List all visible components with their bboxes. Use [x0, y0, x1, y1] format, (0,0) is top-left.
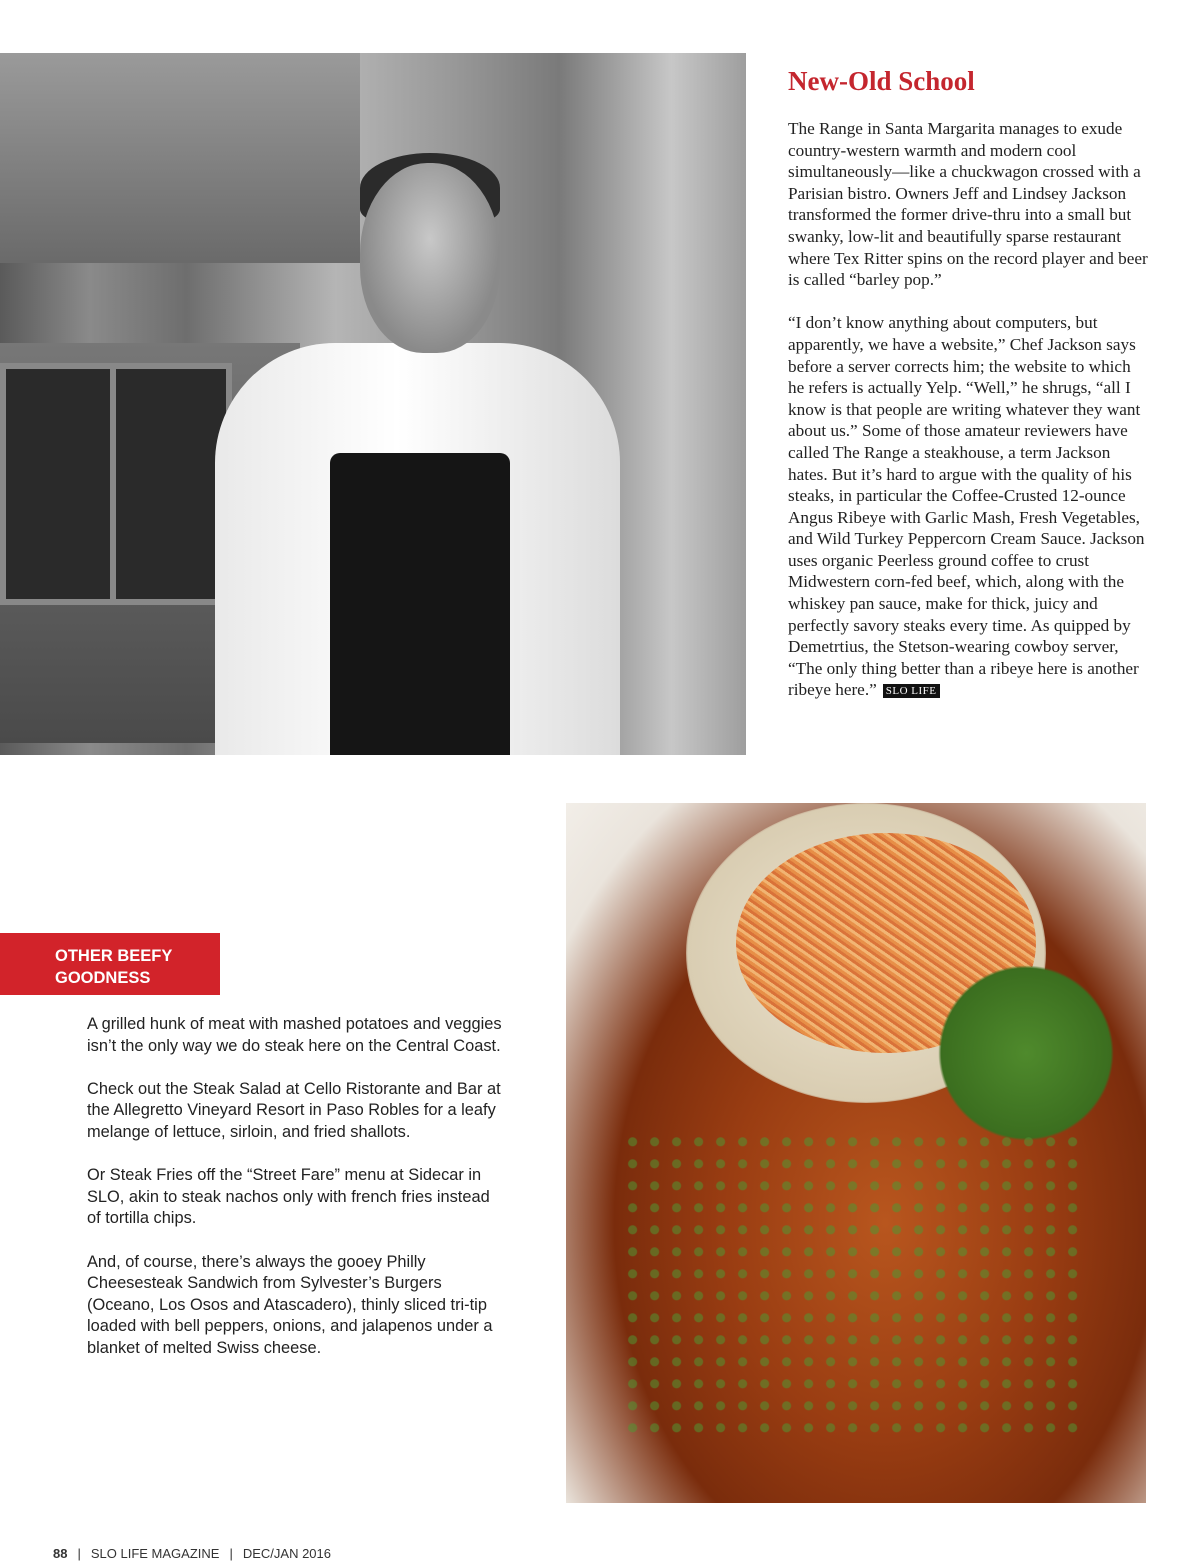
steak-dish-photo	[566, 803, 1146, 1503]
footer-separator: |	[229, 1546, 233, 1561]
sidebar-heading-line: OTHER BEEFY	[55, 947, 173, 965]
footer-separator: |	[77, 1546, 81, 1561]
sidebar-body	[87, 1014, 507, 1381]
sidebar-heading	[0, 933, 220, 995]
sidebar-paragraph: And, of course, there’s always the gooey Philly Cheesesteak Sandwich from Sylvester’s Burgers (Oceano, Los Osos and Atascadero), thinly sliced tri-tip loaded with bell peppers, onions, and jalapenos under a blanket of melted Swiss cheese.	[87, 1252, 493, 1357]
article-paragraph: The Range in Santa Margarita manages to exude country-western warmth and modern cool simultaneously—like a chuckwagon crossed with a Parisian bistro. Owners Jeff and Lindsey Jackson transformed the former drive-thru into a small but swanky, low-lit and beautifully sparse restaurant where Tex Ritter spins on the record player and beer is called “barley pop.”	[788, 119, 1148, 290]
article-paragraph-text: “I don’t know anything about computers, but apparently, we have a website,” Chef Jackson says before a server corrects him; the website to which he refers is actually Yelp. “Well,” he shrugs, “all I know is that people are writing whatever they want about us.” Some of those amateur reviewers have called The Range a steakhouse, a term Jackson hates. But it’s hard to argue with the quality of his steaks, in particular the Coffee-Crusted 12-ounce Angus Ribeye with Garlic Mash, Fresh Vegetables, and Wild Turkey Peppercorn Cream Sauce. Jackson uses organic Peerless ground coffee to crust Midwestern corn-fed beef, which, along with the whiskey pan sauce, make for thick, juicy and perfectly savory steaks every time. As quipped by Demetrtius, the Stetson-wearing cowboy server, “The only thing better than a ribeye here is another ribeye here.”	[788, 313, 1145, 700]
article-title: New-Old School	[788, 66, 975, 96]
issue-date: DEC/JAN 2016	[242, 1546, 331, 1561]
publication-name: SLO LIFE MAGAZINE	[90, 1546, 220, 1561]
chef-photo	[0, 53, 746, 755]
slo-life-end-mark: SLO LIFE	[883, 684, 940, 698]
page-number: 88	[53, 1546, 68, 1561]
article-body	[788, 118, 1148, 723]
sidebar-paragraph: A grilled hunk of meat with mashed potatoes and veggies isn’t the only way we do steak here on the Central Coast.	[87, 1015, 502, 1055]
sidebar-paragraph: Or Steak Fries off the “Street Fare” menu at Sidecar in SLO, akin to steak nachos only with french fries instead of tortilla chips.	[87, 1166, 490, 1228]
page-footer	[53, 1546, 331, 1561]
sidebar-paragraph: Check out the Steak Salad at Cello Ristorante and Bar at the Allegretto Vineyard Resort in Paso Robles for a leafy melange of lettuce, sirloin, and fried shallots.	[87, 1079, 501, 1141]
sidebar-heading-line: GOODNESS	[55, 969, 151, 987]
article-paragraph	[788, 312, 1148, 701]
